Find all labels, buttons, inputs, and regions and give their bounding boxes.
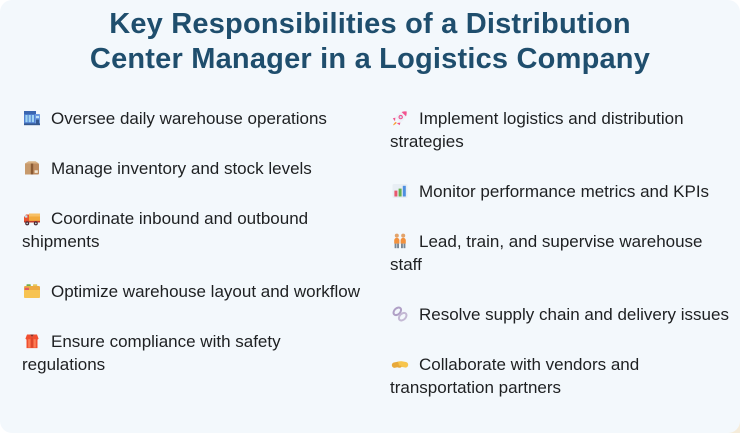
responsibility-label: Ensure compliance with safety regulations <box>22 332 281 374</box>
responsibility-item <box>22 280 362 303</box>
rocket-icon <box>390 108 410 128</box>
responsibility-label: Optimize warehouse layout and workflow <box>51 282 360 301</box>
department-store-icon <box>22 108 42 128</box>
page-title-line-2: Center Manager in a Logistics Company <box>89 43 651 75</box>
responsibility-item <box>390 230 734 276</box>
responsibilities-left-column <box>22 107 362 399</box>
safety-vest-icon <box>22 331 42 351</box>
responsibility-label: Coordinate inbound and outbound shipments <box>22 209 309 251</box>
responsibility-label: Resolve supply chain and delivery issues <box>419 305 729 324</box>
handshake-icon <box>390 354 410 374</box>
responsibilities-right-column <box>390 107 734 399</box>
responsibility-item <box>390 353 734 399</box>
card-index-dividers-icon <box>22 281 42 301</box>
responsibility-item <box>390 303 734 326</box>
responsibility-item <box>22 330 362 376</box>
responsibility-item <box>390 107 734 153</box>
responsibility-item <box>390 180 734 203</box>
responsibility-label: Implement logistics and distribution strategies <box>390 109 684 151</box>
link-icon <box>390 304 410 324</box>
delivery-truck-icon <box>22 208 42 228</box>
responsibility-label: Collaborate with vendors and transportation partners <box>390 355 640 397</box>
responsibility-label: Manage inventory and stock levels <box>51 159 312 178</box>
responsibility-label: Lead, train, and supervise warehouse staff <box>390 232 703 274</box>
bar-chart-icon <box>390 181 410 201</box>
page-title-line-1: Key Responsibilities of a Distribution <box>109 8 631 40</box>
responsibility-item <box>22 107 362 130</box>
two-people-icon <box>390 231 410 251</box>
responsibilities-columns <box>0 107 740 399</box>
package-icon <box>22 158 42 178</box>
responsibility-item <box>22 157 362 180</box>
page-title <box>0 0 740 77</box>
responsibility-label: Monitor performance metrics and KPIs <box>419 182 710 201</box>
responsibility-label: Oversee daily warehouse operations <box>51 109 327 128</box>
responsibility-item <box>22 207 362 253</box>
